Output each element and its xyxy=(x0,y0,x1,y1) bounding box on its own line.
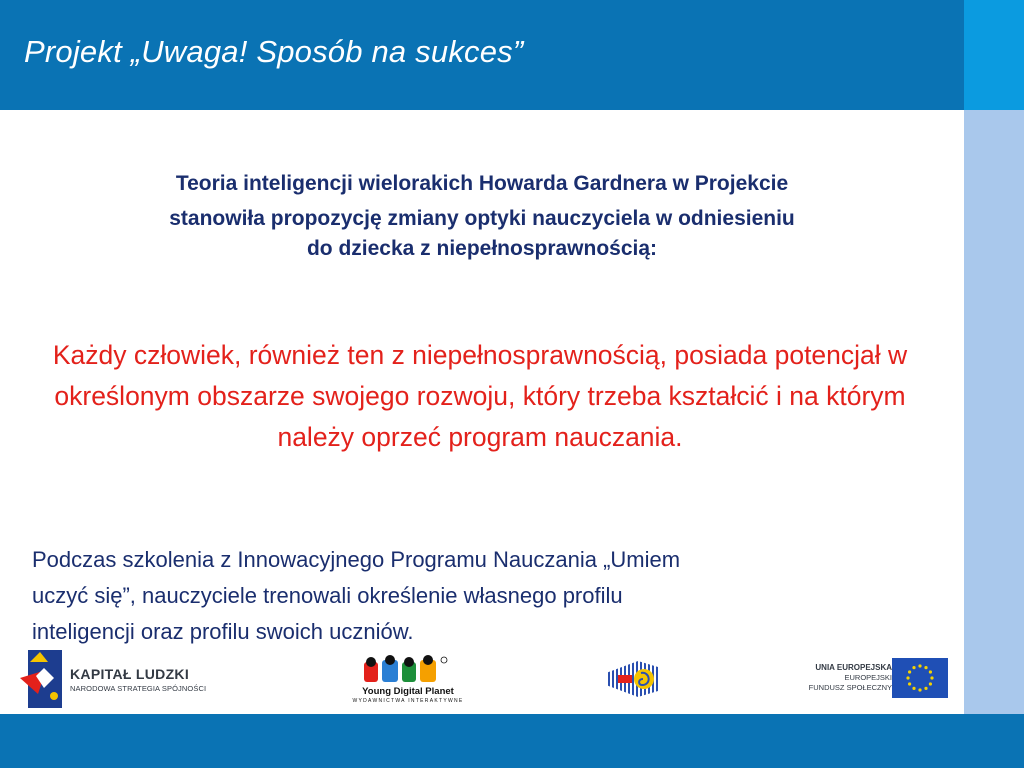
middle-logo xyxy=(604,659,660,699)
ydp-subtitle: WYDAWNICTWA INTERAKTYWNE xyxy=(352,698,464,704)
paragraph-line-3: inteligencji oraz profilu swoich uczniów. xyxy=(32,619,414,644)
eu-line-3: FUNDUSZ SPOŁECZNY xyxy=(808,683,892,692)
intro-line-3: do dziecka z niepełnosprawnością: xyxy=(306,237,658,260)
header-accent-block xyxy=(964,0,1024,110)
kapital-ludzki-name: KAPITAŁ LUDZKI xyxy=(70,666,190,682)
slide-title: Projekt „Uwaga! Sposób na sukces” xyxy=(24,34,524,69)
intro-line-2: stanowiła propozycję zmiany optyki nauczyciela w odniesieniu xyxy=(169,207,795,230)
kapital-ludzki-subtitle: NARODOWA STRATEGIA SPÓJNOŚCI xyxy=(70,684,207,693)
highlight-quote: Każdy człowiek, również ten z niepełnosprawnością, posiada potencjał w określonym obszarze swojego rozwoju, który trzeba kształcić i na którym należy oprzeć program nauczania. xyxy=(52,340,908,452)
intro-text xyxy=(30,166,934,262)
intro-line-1: Teoria inteligencji wielorakich Howarda Gardnera w Projekcie xyxy=(175,172,789,195)
kapital-ludzki-logo xyxy=(18,648,218,710)
ydp-logo xyxy=(350,654,466,706)
eu-flag-icon xyxy=(892,658,948,698)
eu-line-1: UNIA EUROPEJSKA xyxy=(815,663,892,672)
paragraph-line-1: Podczas szkolenia z Innowacyjnego Programu Nauczania „Umiem xyxy=(32,547,681,572)
eu-text xyxy=(809,662,892,693)
side-decoration-strip xyxy=(964,110,1024,714)
training-paragraph xyxy=(32,542,912,650)
eu-logo xyxy=(800,658,948,700)
striped-ear-logo-icon xyxy=(604,659,660,699)
ydp-name: Young Digital Planet xyxy=(362,686,454,697)
ydp-characters-icon xyxy=(350,654,466,686)
footer-bar xyxy=(0,714,1024,768)
kapital-ludzki-star-icon xyxy=(18,648,66,710)
paragraph-line-2: uczyć się”, nauczyciele trenowali określenie własnego profilu xyxy=(32,583,623,608)
eu-line-2: EUROPEJSKI xyxy=(844,673,892,682)
